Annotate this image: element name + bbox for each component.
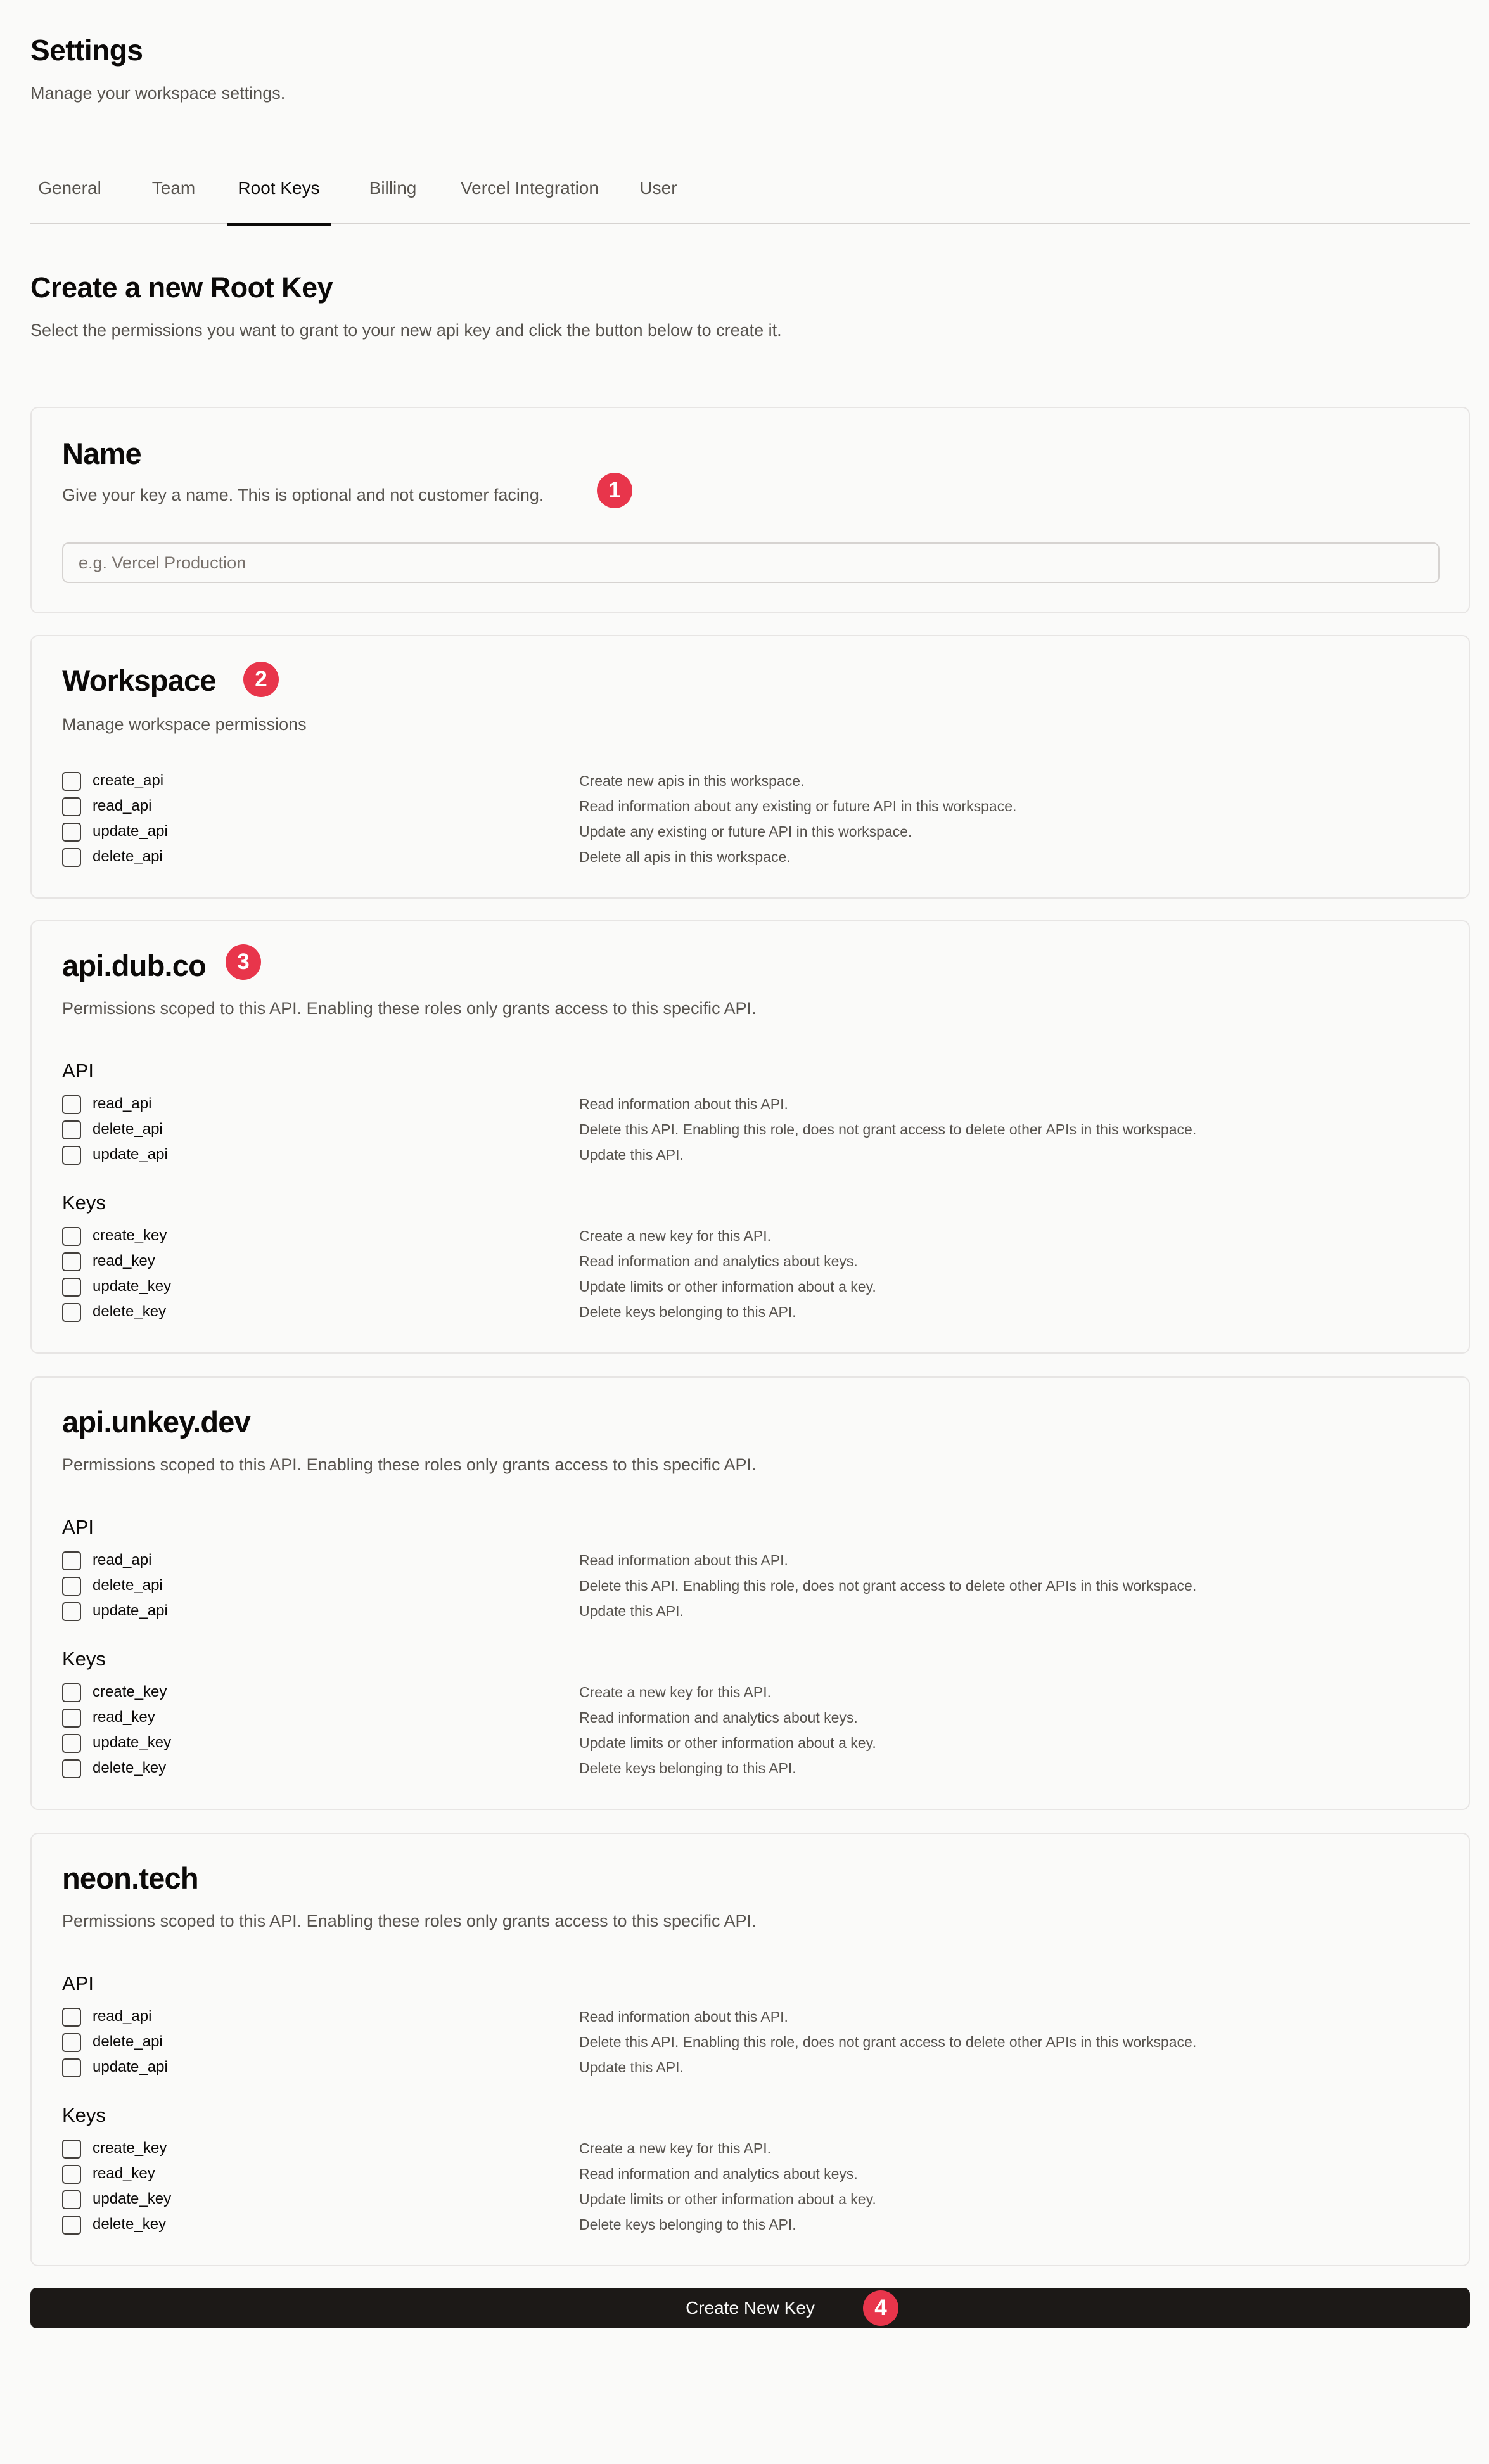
- api-card-description: Permissions scoped to this API. Enabling these roles only grants access to this specific API.: [62, 1455, 757, 1474]
- api-card-neon: [30, 1833, 1470, 2266]
- permission-checkbox[interactable]: [62, 2140, 81, 2159]
- permission-checkbox[interactable]: [62, 1734, 81, 1753]
- name-card: [30, 407, 1470, 613]
- api-card-description: Permissions scoped to this API. Enabling these roles only grants access to this specific API.: [62, 999, 757, 1018]
- permission-checkbox[interactable]: [62, 1577, 81, 1596]
- permission-description: Update limits or other information about a key.: [579, 1278, 876, 1295]
- permission-name: create_key: [93, 2140, 167, 2157]
- permission-name: update_key: [93, 2190, 172, 2207]
- api-group-label: API: [62, 1972, 94, 1994]
- step-badge-1: 1: [597, 473, 632, 508]
- permission-checkbox[interactable]: [62, 1146, 81, 1165]
- permission-name: delete_api: [93, 1577, 163, 1594]
- permission-checkbox[interactable]: [62, 2033, 81, 2052]
- permission-checkbox[interactable]: [62, 1252, 81, 1271]
- permission-row: [62, 2161, 1440, 2186]
- permission-description: Create a new key for this API.: [579, 1684, 771, 1700]
- api-card-title: api.unkey.dev: [62, 1405, 250, 1439]
- workspace-card: [30, 635, 1470, 899]
- permission-name: read_key: [93, 1252, 155, 1269]
- permission-name: read_key: [93, 2165, 155, 2182]
- api-card-dub: [30, 920, 1470, 1354]
- permission-row: [62, 1299, 1440, 1325]
- permission-description: Delete keys belonging to this API.: [579, 2216, 796, 2233]
- permission-name: delete_key: [93, 2216, 167, 2233]
- permission-checkbox[interactable]: [62, 1759, 81, 1778]
- permission-name: delete_key: [93, 1759, 167, 1776]
- permission-description: Read information and analytics about keys.: [579, 2166, 858, 2182]
- name-card-description: Give your key a name. This is optional and not customer facing.: [62, 485, 544, 504]
- create-new-key-label: Create New Key: [686, 2298, 815, 2318]
- permission-description: Update limits or other information about a key.: [579, 2191, 876, 2207]
- permission-description: Read information and analytics about keys.: [579, 1709, 858, 1726]
- key-name-input[interactable]: [62, 542, 1440, 583]
- permission-row: [62, 2212, 1440, 2237]
- step-badge-4: 4: [863, 2290, 898, 2326]
- page-title: Settings: [30, 34, 143, 67]
- step-badge-3: 3: [226, 944, 261, 980]
- permission-description: Read information and analytics about keys.: [579, 1253, 858, 1269]
- permission-row: [62, 1679, 1440, 1705]
- permission-row: [62, 844, 1440, 869]
- permission-checkbox[interactable]: [62, 1683, 81, 1702]
- permission-description: Read information about any existing or future API in this workspace.: [579, 798, 1017, 814]
- permission-row: [62, 768, 1440, 793]
- permission-name: update_api: [93, 1146, 168, 1163]
- section-description: Select the permissions you want to grant to your new api key and click the button below to create it.: [30, 321, 782, 340]
- tab-team[interactable]: Team: [151, 178, 196, 198]
- permission-name: create_api: [93, 772, 164, 789]
- permission-name: read_api: [93, 2008, 152, 2025]
- section-title: Create a new Root Key: [30, 271, 333, 304]
- permission-checkbox[interactable]: [62, 2058, 81, 2077]
- workspace-card-description: Manage workspace permissions: [62, 715, 307, 734]
- permission-name: read_api: [93, 1551, 152, 1569]
- api-card-title: api.dub.co: [62, 949, 207, 982]
- permission-row: [62, 1142, 1440, 1167]
- keys-group-label: Keys: [62, 1191, 106, 1214]
- permission-row: [62, 1705, 1440, 1730]
- keys-group-label: Keys: [62, 2104, 106, 2126]
- permission-description: Create new apis in this workspace.: [579, 773, 805, 789]
- permission-row: [62, 2004, 1440, 2029]
- permission-description: Delete this API. Enabling this role, does not grant access to delete other APIs in this workspace.: [579, 2034, 1197, 2050]
- permission-checkbox[interactable]: [62, 1602, 81, 1621]
- api-card-unkey: [30, 1376, 1470, 1810]
- tab-general[interactable]: General: [38, 178, 101, 198]
- permission-row: [62, 1548, 1440, 1573]
- permission-name: read_api: [93, 797, 152, 814]
- api-card-description: Permissions scoped to this API. Enabling these roles only grants access to this specific API.: [62, 1911, 757, 1930]
- permission-name: read_key: [93, 1709, 155, 1726]
- permission-name: read_api: [93, 1095, 152, 1112]
- permission-row: [62, 1755, 1440, 1781]
- permission-checkbox[interactable]: [62, 2216, 81, 2235]
- permission-row: [62, 1117, 1440, 1142]
- permission-checkbox[interactable]: [62, 2008, 81, 2027]
- settings-tabs: [30, 152, 1470, 224]
- permission-row: [62, 819, 1440, 844]
- step-badge-2: 2: [243, 662, 279, 697]
- permission-description: Delete this API. Enabling this role, does not grant access to delete other APIs in this workspace.: [579, 1577, 1197, 1594]
- permission-description: Update this API.: [579, 2059, 684, 2076]
- permission-name: update_key: [93, 1278, 172, 1295]
- workspace-card-title: Workspace: [62, 664, 216, 697]
- permission-name: create_key: [93, 1227, 167, 1244]
- permission-checkbox[interactable]: [62, 823, 81, 842]
- permission-row: [62, 1573, 1440, 1598]
- permission-description: Update this API.: [579, 1603, 684, 1619]
- permission-description: Delete keys belonging to this API.: [579, 1760, 796, 1776]
- tab-vercel-integration[interactable]: Vercel Integration: [461, 178, 599, 198]
- permission-checkbox[interactable]: [62, 797, 81, 816]
- permission-checkbox[interactable]: [62, 2190, 81, 2209]
- permission-name: update_api: [93, 2058, 168, 2076]
- create-new-key-button[interactable]: [30, 2288, 1470, 2328]
- permission-description: Create a new key for this API.: [579, 2140, 771, 2157]
- permission-row: [62, 1091, 1440, 1117]
- name-card-title: Name: [62, 437, 141, 470]
- permission-row: [62, 1598, 1440, 1624]
- permission-name: create_key: [93, 1683, 167, 1700]
- permission-checkbox[interactable]: [62, 1120, 81, 1139]
- permission-checkbox[interactable]: [62, 1709, 81, 1728]
- permission-name: update_api: [93, 823, 168, 840]
- permission-checkbox[interactable]: [62, 1095, 81, 1114]
- permission-name: delete_api: [93, 848, 163, 865]
- permission-row: [62, 1248, 1440, 1274]
- permission-name: update_key: [93, 1734, 172, 1751]
- tab-user[interactable]: User: [639, 178, 677, 198]
- permission-name: delete_api: [93, 2033, 163, 2050]
- permission-checkbox[interactable]: [62, 1551, 81, 1570]
- permission-checkbox[interactable]: [62, 1303, 81, 1322]
- permission-row: [62, 2055, 1440, 2080]
- keys-group-label: Keys: [62, 1648, 106, 1670]
- api-group-label: API: [62, 1060, 94, 1082]
- permission-description: Read information about this API.: [579, 1552, 788, 1569]
- permission-checkbox[interactable]: [62, 1278, 81, 1297]
- tab-billing[interactable]: Billing: [369, 178, 417, 198]
- permission-checkbox[interactable]: [62, 2165, 81, 2184]
- permission-checkbox[interactable]: [62, 848, 81, 867]
- permission-description: Delete this API. Enabling this role, does not grant access to delete other APIs in this workspace.: [579, 1121, 1197, 1138]
- api-card-title: neon.tech: [62, 1861, 198, 1895]
- tab-root-keys[interactable]: Root Keys: [227, 152, 331, 224]
- permission-name: delete_api: [93, 1120, 163, 1138]
- permission-description: Update any existing or future API in this workspace.: [579, 823, 912, 840]
- permission-description: Read information about this API.: [579, 1096, 788, 1112]
- permission-row: [62, 2186, 1440, 2212]
- permission-row: [62, 2029, 1440, 2055]
- permission-row: [62, 1730, 1440, 1755]
- permission-row: [62, 1274, 1440, 1299]
- permission-description: Delete keys belonging to this API.: [579, 1304, 796, 1320]
- permission-description: Read information about this API.: [579, 2008, 788, 2025]
- permission-name: delete_key: [93, 1303, 167, 1320]
- permission-description: Delete all apis in this workspace.: [579, 849, 791, 865]
- permission-description: Update limits or other information about a key.: [579, 1735, 876, 1751]
- permission-row: [62, 2136, 1440, 2161]
- permission-row: [62, 793, 1440, 819]
- permission-row: [62, 1223, 1440, 1248]
- page-subtitle: Manage your workspace settings.: [30, 84, 286, 103]
- permission-name: update_api: [93, 1602, 168, 1619]
- api-group-label: API: [62, 1516, 94, 1538]
- permission-checkbox[interactable]: [62, 772, 81, 791]
- permission-checkbox[interactable]: [62, 1227, 81, 1246]
- permission-description: Create a new key for this API.: [579, 1228, 771, 1244]
- permission-description: Update this API.: [579, 1146, 684, 1163]
